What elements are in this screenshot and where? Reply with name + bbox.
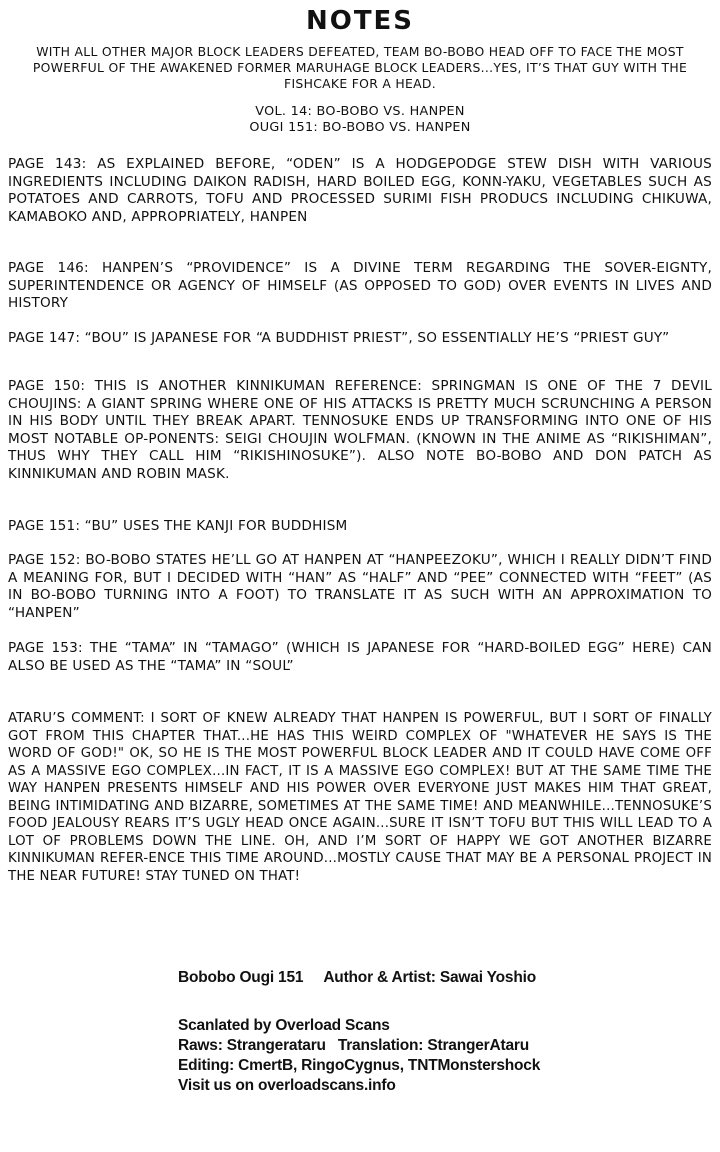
- translation-credit: Translation: StrangerAtaru: [337, 1037, 529, 1054]
- scanlation-credits: [178, 1016, 678, 1096]
- note-page-152: PAGE 152: BO-BOBO STATES HE’LL GO AT HANPEN AT “HANPEEZOKU”, WHICH I REALLY DIDN’T FIND A MEANING FOR, BUT I DECIDED WITH “HAN” AS “HALF” AND “PEE” CONNECTED WITH “FEET” (AS IN BO-BOBO TURNING INTO A FOOT) TO TRANSLATE IT AS SUCH WITH AN APPROXIMATION TO “HANPEN”: [8, 552, 712, 621]
- series-credits: [178, 968, 678, 988]
- translator-comment: ATARU’S COMMENT: I SORT OF KNEW ALREADY THAT HANPEN IS POWERFUL, BUT I SORT OF FINALLY GOT FROM THIS CHAPTER THAT...HE HAS THIS WEIRD COMPLEX OF "WHATEVER HE SAYS IS THE WORD OF GOD!" OK, SO HE IS THE MOST POWERFUL BLOCK LEADER AND IT COULD HAVE COME OFF AS A MASSIVE EGO COMPLEX...IN FACT, IT IS A MASSIVE EGO COMPLEX! BUT AT THE SAME TIME THE WAY HANPEN PRESENTS HIMSELF AND HIS POWER OVER EVERYONE JUST MAKES HIM THAT GREAT, BEING INTIMIDATING AND BIZARRE, SOMETIMES AT THE SAME TIME! AND MEANWHILE...TENNOSUKE’S FOOD JEALOUSY REARS IT’S UGLY HEAD ONCE AGAIN...SURE IT ISN’T TOFU BUT THIS WILL LEAD TO A LOT OF PROBLEMS DOWN THE LINE. OH, AND I’M SORT OF HAPPY WE GOT ANOTHER BIZARRE KINNIKUMAN REFER-ENCE THIS TIME AROUND...MOSTLY CAUSE THAT MAY BE A PERSONAL PROJECT IN THE NEAR FUTURE! STAY TUNED ON THAT!: [8, 711, 712, 884]
- page-title: NOTES: [305, 6, 415, 36]
- note-page-150: PAGE 150: THIS IS ANOTHER KINNIKUMAN REFERENCE: SPRINGMAN IS ONE OF THE 7 DEVIL CHOUJINS: A GIANT SPRING WHERE ONE OF HIS ATTACKS IS PRETTY MUCH SCRUNCHING A PERSON IN HIS BODY UNTIL THEY BREAK APART. TENNOSUKE ENDS UP TRANSFORMING INTO ONE OF HIS MOST NOTABLE OP-PONENTS: SEIGI CHOUJIN WOLFMAN. (KNOWN IN THE ANIME AS “RIKISHIMAN”, THUS WHY THEY CALL HIM “RIKISHINOSUKE”). ALSO NOTE BO-BOBO AND DON PATCH AS KINNIKUMAN AND ROBIN MASK.: [8, 378, 712, 482]
- author-artist: Author & Artist: Sawai Yoshio: [323, 969, 536, 986]
- note-page-147: PAGE 147: “BOU” IS JAPANESE FOR “A BUDDHIST PRIEST”, SO ESSENTIALLY HE’S “PRIEST GUY”: [8, 330, 670, 346]
- note-page-153: PAGE 153: THE “TAMA” IN “TAMAGO” (WHICH IS JAPANESE FOR “HARD-BOILED EGG” HERE) CAN ALSO BE USED AS THE “TAMA” IN “SOUL”: [8, 640, 712, 674]
- raws-credit: Raws: Strangerataru: [178, 1037, 326, 1054]
- scanlated-by: Scanlated by Overload Scans: [178, 1017, 390, 1034]
- editing-credit: Editing: CmertB, RingoCygnus, TNTMonstershock: [178, 1057, 541, 1074]
- series-chapter: Bobobo Ougi 151: [178, 969, 304, 986]
- intro-paragraph: WITH ALL OTHER MAJOR BLOCK LEADERS DEFEATED, TEAM BO-BOBO HEAD OFF TO FACE THE MOST POWERFUL OF THE AWAKENED FORMER MARUHAGE BLOCK LEADERS...YES, IT’S THAT GUY WITH THE FISHCAKE FOR A HEAD.: [32, 44, 688, 91]
- chapter-line: OUGI 151: BO-BOBO VS. HANPEN: [249, 120, 471, 135]
- volume-line: VOL. 14: BO-BOBO VS. HANPEN: [255, 104, 465, 119]
- visit-site: Visit us on overloadscans.info: [178, 1077, 396, 1094]
- note-page-146: PAGE 146: HANPEN’S “PROVIDENCE” IS A DIVINE TERM REGARDING THE SOVER-EIGNTY, SUPERINTENDENCE OR AGENCY OF HIMSELF (AS OPPOSED TO GOD) OVER EVENTS IN LIVES AND HISTORY: [8, 260, 712, 311]
- volume-heading: [0, 104, 720, 136]
- note-page-143: PAGE 143: AS EXPLAINED BEFORE, “ODEN” IS A HODGEPODGE STEW DISH WITH VARIOUS INGREDIENTS INCLUDING DAIKON RADISH, HARD BOILED EGG, KONN-YAKU, VEGETABLES SUCH AS POTATOES AND CARROTS, TOFU AND PROCESSED SURIMI FISH PRODUCS INCLUDING CHIKUWA, KAMABOKO AND, APPROPRIATELY, HANPEN: [8, 156, 712, 225]
- note-page-151: PAGE 151: “BU” USES THE KANJI FOR BUDDHISM: [8, 518, 348, 534]
